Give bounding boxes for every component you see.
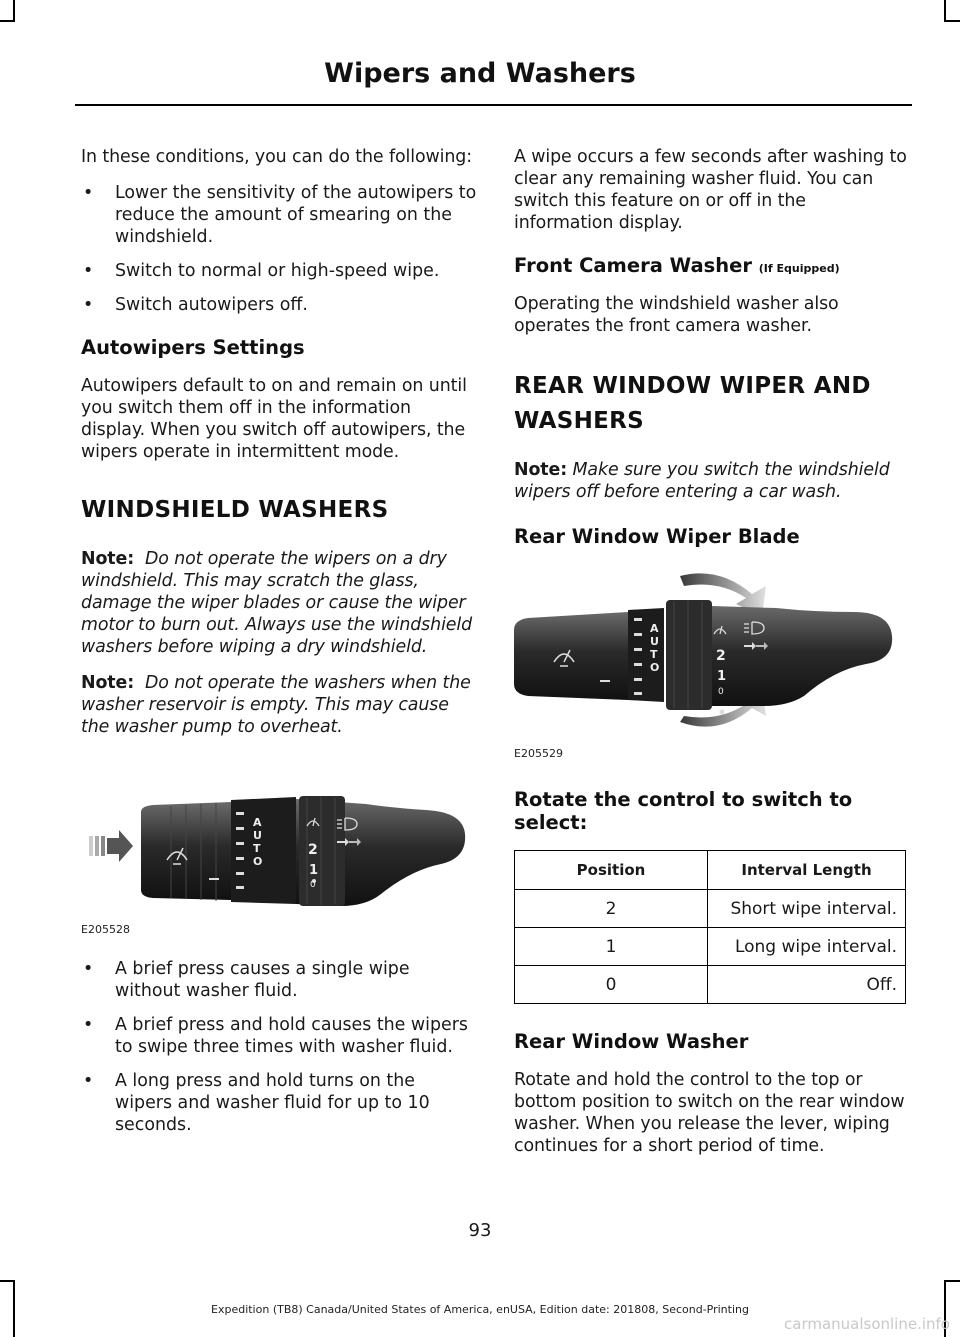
list-item: • Switch autowipers off. [81,294,477,316]
footer-edition-info: Expedition (TB8) Canada/United States of America, enUSA, Edition date: 201808, Second-Printing [211,1303,749,1316]
note-text: Do not operate the washers when the washer reservoir is empty. This may cause the washer pump to overheat. [81,673,471,737]
crop-mark-bottom-right-h [944,1280,960,1282]
column-header: Interval Length [708,851,906,890]
table-cell: 2 [515,890,708,928]
column-header: Position [515,851,708,890]
figure-code: E205528 [81,923,130,936]
auto-label-o: O [253,855,263,868]
note-empty-reservoir [81,672,477,738]
washer-stalk-figure [81,794,477,936]
rear-window-wiper-washers-heading [514,369,908,439]
autowipers-settings-text: Autowipers default to on and remain on until you switch them off in the information display. When you switch off autowipers, the wipers operate in intermittent mode. [81,376,467,462]
crop-mark-bottom-left-h [0,1280,15,1282]
list-item: • Switch to normal or high-speed wipe. [81,260,477,282]
wipe-interval-table [514,850,906,1004]
list-item: • Lower the sensitivity of the autowipers to reduce the amount of smearing on the windshield. [81,182,477,248]
washer-stalk-illustration [81,794,477,920]
auto-label-t: T [253,842,261,855]
table-cell: 1 [515,928,708,966]
list-item: • A brief press causes a single wipe without washer fluid. [81,958,477,1002]
page-number: 93 [468,1220,492,1241]
heading-line: REAR WINDOW WIPER AND [514,373,871,399]
watermark: carmanualsonline.info [784,1315,950,1333]
auto-label-o: O [650,661,660,674]
table-cell: Off. [708,966,906,1004]
auto-label-u: U [650,635,659,648]
intro-text: In these conditions, you can do the following: [81,147,472,167]
note-dry-windshield [81,548,477,658]
rear-window-washer-text: Rotate and hold the control to the top or bottom position to switch on the rear window washer. When you release the lever, wiping continues for a short period of time. [514,1070,905,1156]
table-cell: 0 [515,966,708,1004]
rear-window-washer-heading: Rear Window Washer [514,1030,749,1053]
auto-label-a: A [253,816,262,829]
front-camera-washer-title: Front Camera Washer [514,254,752,277]
figure-code: E205529 [514,747,563,760]
right-column [514,146,908,1171]
position-0-label: 0 [310,880,316,890]
note-car-wash [514,459,908,503]
table-row [515,890,906,928]
position-2-label: 2 [716,648,726,664]
left-column [81,146,477,1152]
crop-mark-top-right-h [944,20,960,22]
position-2-label: 2 [308,842,318,858]
table-header-row [515,851,906,890]
note-label: Note: [81,673,135,693]
press-actions-list [81,958,477,1136]
crop-mark-top-right-v [944,0,946,22]
heading-line: WASHERS [514,408,645,434]
if-equipped-label: (If Equipped) [758,262,840,275]
push-arrow-icon [89,830,133,862]
table-row [515,928,906,966]
rotate-control-heading: Rotate the control to switch to select: [514,788,853,834]
position-1-label: 1 [309,863,319,878]
header-rule [75,104,912,106]
table-cell: Long wipe interval. [708,928,906,966]
list-item: • A brief press and hold causes the wipers to swipe three times with washer fluid. [81,1014,477,1058]
auto-label-u: U [253,829,262,842]
note-text: Make sure you switch the windshield wipers off before entering a car wash. [514,460,890,502]
crop-mark-top-left-v [13,0,15,22]
note-text: Do not operate the wipers on a dry windshield. This may scratch the glass, damage the wiper blades or cause the wiper motor to burn out. Always use the windshield washers before wiping a dry windshield. [81,549,473,657]
front-camera-washer-heading [514,254,908,277]
rear-wiper-stalk-illustration [514,564,908,744]
page-title: Wipers and Washers [324,58,636,89]
table-row [515,966,906,1004]
rear-wiper-stalk-figure [514,564,908,760]
table-cell: Short wipe interval. [708,890,906,928]
auto-label-t: T [650,648,658,661]
list-item: • A long press and hold turns on the wipers and washer fluid for up to 10 seconds. [81,1070,477,1136]
position-0-label: 0 [718,687,724,697]
position-1-label: 1 [717,669,727,684]
front-camera-washer-text: Operating the windshield washer also operates the front camera washer. [514,294,839,336]
crop-mark-top-left-h [0,20,15,22]
condition-options-list [81,182,477,316]
auto-label-a: A [650,622,659,635]
note-label: Note: [514,460,568,480]
windshield-washers-heading: WINDSHIELD WASHERS [81,497,389,523]
autowipers-settings-heading: Autowipers Settings [81,336,305,359]
wipe-after-washing-text: A wipe occurs a few seconds after washing to clear any remaining washer fluid. You can switch this feature on or off in the information display. [514,147,907,233]
rear-wiper-blade-heading: Rear Window Wiper Blade [514,525,800,548]
note-label: Note: [81,549,135,569]
